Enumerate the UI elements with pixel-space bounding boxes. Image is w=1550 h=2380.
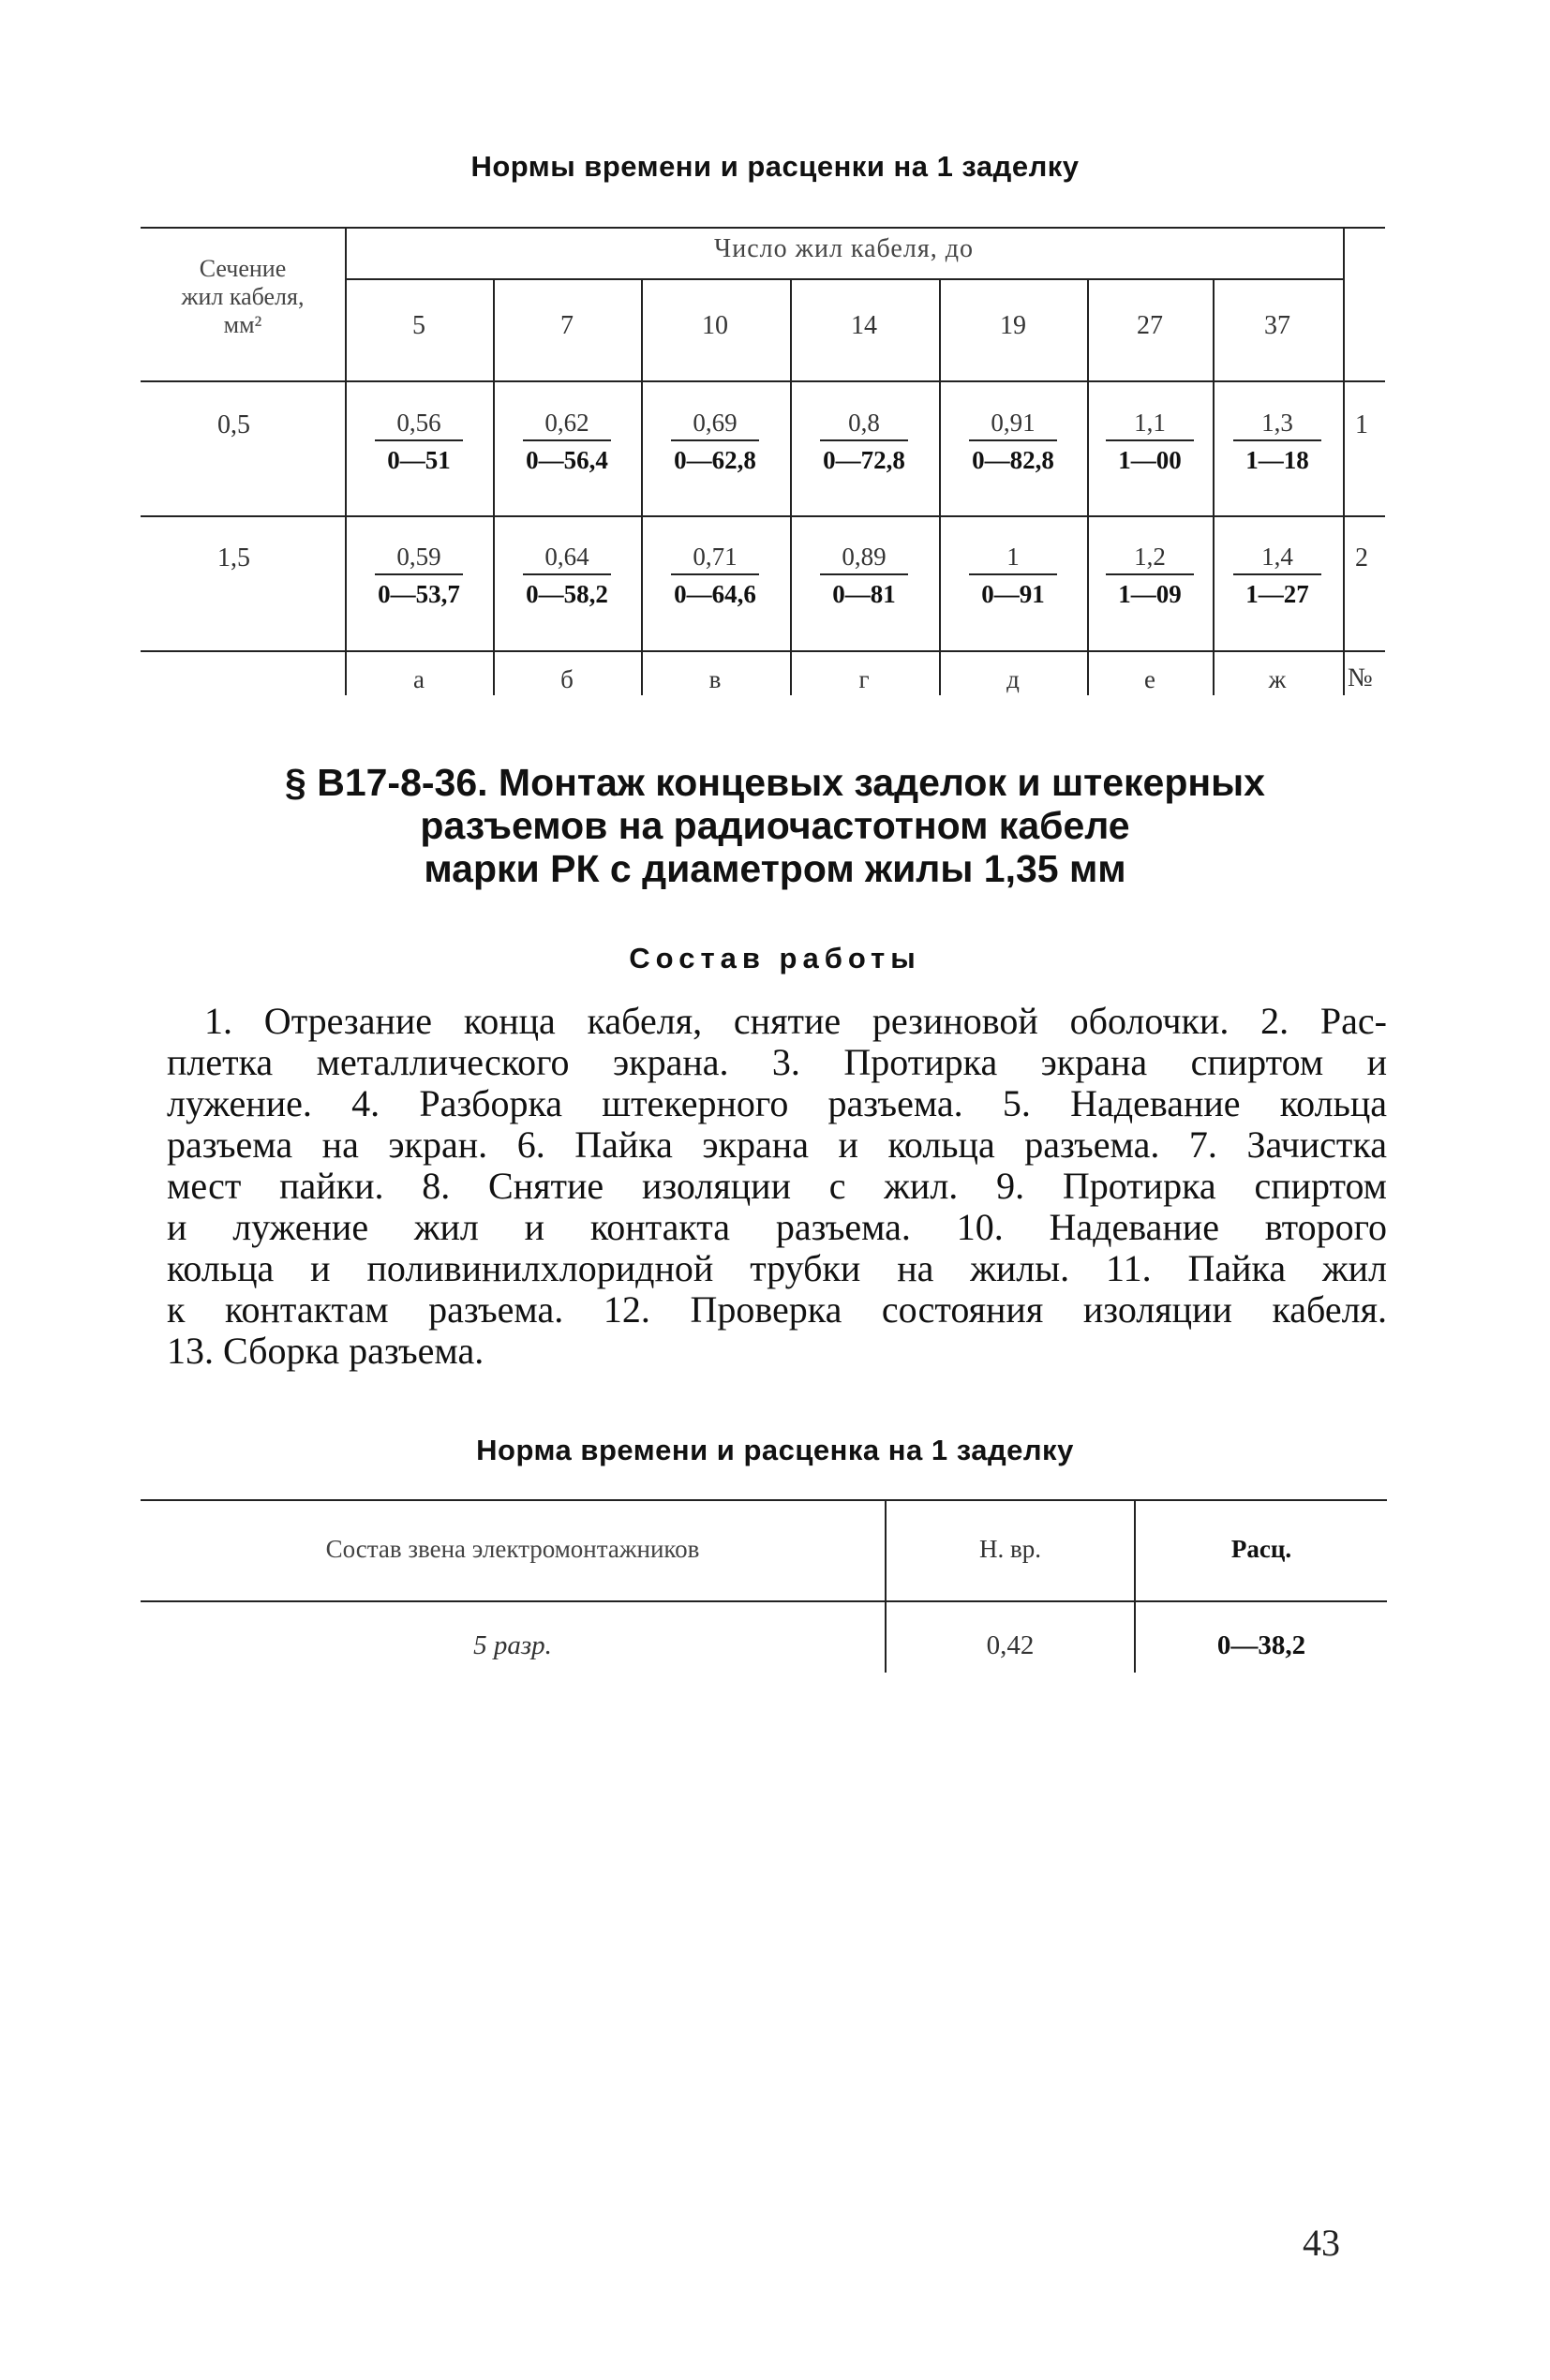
heading-line: § В17-8-36. Монтаж концевых заделок и штекерных bbox=[285, 761, 1265, 804]
text-line: мест пайки. 8. Снятие изоляции с жил. 9. Протирка спиртом bbox=[167, 1165, 1387, 1207]
header-crew: Состав звена электромонтажников bbox=[325, 1535, 700, 1563]
rate: 0—91 bbox=[981, 580, 1045, 608]
rate: 0—72,8 bbox=[823, 446, 905, 474]
rate: 0—82,8 bbox=[972, 446, 1054, 474]
table-rule bbox=[939, 278, 941, 695]
table-cell bbox=[794, 542, 934, 609]
time-norm: 0,59 bbox=[396, 543, 441, 571]
table-rule bbox=[141, 515, 1385, 517]
fraction-bar bbox=[523, 573, 611, 575]
text-line: 1. Отрезание конца кабеля, снятие резиновой оболочки. 2. Рас- bbox=[204, 1000, 1387, 1042]
column-letter: в bbox=[708, 665, 722, 693]
table-cell bbox=[1207, 408, 1348, 475]
text-line: лужение. 4. Разборка штекерного разъема. 5. Надевание кольца bbox=[167, 1082, 1387, 1124]
crew-grade: 5 разр. bbox=[473, 1630, 552, 1660]
rate: 0—51 bbox=[387, 446, 451, 474]
rate: 1—27 bbox=[1245, 580, 1309, 608]
text-line: и лужение жил и контакта разъема. 10. Надевание второго bbox=[167, 1206, 1387, 1248]
header-line: Сечение bbox=[199, 255, 287, 282]
time-norm: 1,1 bbox=[1134, 409, 1166, 437]
fraction-bar bbox=[969, 439, 1057, 441]
table2-title: Норма времени и расценка на 1 заделку bbox=[476, 1434, 1074, 1466]
section-heading bbox=[0, 761, 1550, 890]
rate: 0—58,2 bbox=[526, 580, 608, 608]
text-line: разъема на экран. 6. Пайка экрана и кольца разъема. 7. Зачистка bbox=[167, 1123, 1387, 1166]
table-cell bbox=[349, 542, 489, 609]
text-line: плетка металлического экрана. 3. Протирка экрана спиртом и bbox=[167, 1041, 1387, 1083]
header-group: Число жил кабеля, до bbox=[714, 234, 974, 263]
norms-table bbox=[141, 227, 1385, 695]
time-norm: 0,8 bbox=[848, 409, 880, 437]
fraction-bar bbox=[820, 573, 908, 575]
time-norm: 0,89 bbox=[842, 543, 887, 571]
time-norm: 0,71 bbox=[693, 543, 738, 571]
column-header: 27 bbox=[1137, 311, 1163, 340]
rate: 1—09 bbox=[1118, 580, 1182, 608]
column-header: 7 bbox=[560, 311, 574, 340]
time-norm-value: 0,42 bbox=[986, 1630, 1035, 1660]
table-cell bbox=[349, 408, 489, 475]
table-rule bbox=[641, 278, 643, 695]
column-header: 37 bbox=[1264, 311, 1290, 340]
rate: 0—64,6 bbox=[674, 580, 756, 608]
header-section-column bbox=[141, 255, 345, 339]
page-number: 43 bbox=[1303, 2222, 1340, 2264]
rate: 1—00 bbox=[1118, 446, 1182, 474]
fraction-bar bbox=[1233, 573, 1321, 575]
time-norm: 0,56 bbox=[396, 409, 441, 437]
table-rule bbox=[790, 278, 792, 695]
fraction-bar bbox=[375, 439, 463, 441]
time-norm: 1,3 bbox=[1261, 409, 1293, 437]
row-number: 1 bbox=[1355, 410, 1368, 439]
time-norm: 0,64 bbox=[544, 543, 589, 571]
column-letter: ж bbox=[1268, 665, 1287, 693]
fraction-bar bbox=[671, 573, 759, 575]
text-line: к контактам разъема. 12. Проверка состояния изоляции кабеля. bbox=[167, 1288, 1387, 1331]
table-cell bbox=[1080, 542, 1220, 609]
time-norm: 0,62 bbox=[544, 409, 589, 437]
table-cell bbox=[497, 542, 637, 609]
fraction-bar bbox=[820, 439, 908, 441]
fraction-bar bbox=[1106, 439, 1194, 441]
column-header: 19 bbox=[1000, 311, 1026, 340]
time-norm: 1 bbox=[1006, 543, 1020, 571]
table-cell bbox=[943, 408, 1083, 475]
rate: 0—81 bbox=[832, 580, 896, 608]
rate-value: 0—38,2 bbox=[1216, 1630, 1306, 1660]
fraction-bar bbox=[1233, 439, 1321, 441]
header-time-norm: Н. вр. bbox=[979, 1535, 1041, 1563]
work-composition-text bbox=[167, 1001, 1387, 1372]
fraction-bar bbox=[969, 573, 1057, 575]
column-letter: а bbox=[413, 665, 425, 693]
column-header: 10 bbox=[702, 311, 728, 340]
row-label: 0,5 bbox=[217, 410, 250, 439]
header-line: мм² bbox=[223, 311, 262, 338]
table-rule bbox=[141, 1499, 1387, 1501]
column-letter: е bbox=[1144, 665, 1155, 693]
table-cell bbox=[1207, 542, 1348, 609]
table-cell bbox=[645, 542, 785, 609]
number-sign: № bbox=[1348, 663, 1373, 692]
table-rule bbox=[141, 650, 1385, 652]
table-rule bbox=[345, 227, 347, 695]
header-line: жил кабеля, bbox=[181, 283, 305, 310]
text-line: 13. Сборка разъема. bbox=[167, 1330, 484, 1372]
rate: 0—56,4 bbox=[526, 446, 608, 474]
column-letter: д bbox=[1006, 665, 1020, 693]
table-cell bbox=[1080, 408, 1220, 475]
row-number: 2 bbox=[1355, 543, 1368, 573]
table-cell bbox=[943, 542, 1083, 609]
table1-title: Нормы времени и расценки на 1 заделку bbox=[470, 150, 1080, 183]
table-rule bbox=[141, 380, 1385, 382]
text-line: кольца и поливинилхлоридной трубки на жилы. 11. Пайка жил bbox=[167, 1247, 1387, 1289]
column-header: 5 bbox=[412, 311, 425, 340]
table-cell bbox=[645, 408, 785, 475]
heading-line: разъемов на радиочастотном кабеле bbox=[420, 804, 1130, 847]
table-rule bbox=[141, 227, 1385, 229]
table-rule bbox=[141, 1600, 1387, 1602]
rate: 0—62,8 bbox=[674, 446, 756, 474]
time-norm: 1,4 bbox=[1261, 543, 1293, 571]
column-letter: г bbox=[858, 665, 870, 693]
table-cell bbox=[497, 408, 637, 475]
column-letter: б bbox=[560, 665, 574, 693]
header-rate: Расц. bbox=[1230, 1535, 1292, 1563]
time-norm: 0,91 bbox=[991, 409, 1036, 437]
fraction-bar bbox=[671, 439, 759, 441]
table-cell bbox=[794, 408, 934, 475]
heading-line: марки РК с диаметром жилы 1,35 мм bbox=[424, 847, 1126, 890]
fraction-bar bbox=[375, 573, 463, 575]
rate: 1—18 bbox=[1245, 446, 1309, 474]
fraction-bar bbox=[523, 439, 611, 441]
time-norm: 0,69 bbox=[693, 409, 738, 437]
time-norm: 1,2 bbox=[1134, 543, 1166, 571]
fraction-bar bbox=[1106, 573, 1194, 575]
row-label: 1,5 bbox=[217, 543, 250, 573]
norm-table bbox=[141, 1499, 1387, 1677]
column-header: 14 bbox=[851, 311, 877, 340]
rate: 0—53,7 bbox=[378, 580, 460, 608]
table-rule bbox=[493, 278, 495, 695]
work-composition-heading: Состав работы bbox=[629, 942, 921, 974]
